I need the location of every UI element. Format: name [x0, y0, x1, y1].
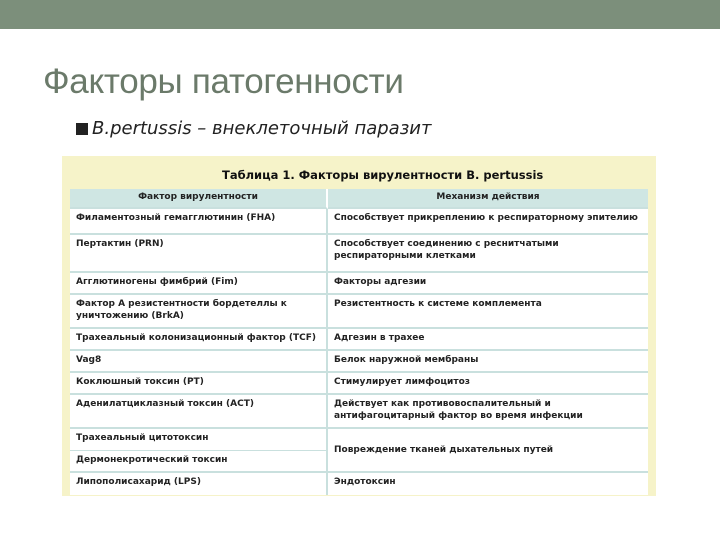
mechanism-cell: Эндотоксин: [328, 473, 648, 495]
factor-cell: Дермонекротический токсин: [70, 451, 328, 473]
factor-cell: Агглютиногены фимбрий (Fim): [70, 273, 328, 295]
mechanism-cell: Факторы адгезии: [328, 273, 648, 295]
table-row: [70, 373, 648, 395]
table-row: [70, 395, 648, 429]
slide-title: Факторы патогенности: [43, 62, 404, 101]
factor-cell: Коклюшный токсин (PT): [70, 373, 328, 395]
square-bullet-icon: [76, 123, 88, 135]
factor-cell: Липополисахарид (LPS): [70, 473, 328, 495]
factor-cell: Пертактин (PRN): [70, 235, 328, 273]
bullet-text: B.pertussis – внеклеточный паразит: [92, 118, 432, 139]
top-decor-bar: [0, 0, 720, 29]
header-factor: Фактор вирулентности: [70, 189, 328, 209]
factor-cell: Филаментозный гемагглютинин (FHA): [70, 209, 328, 235]
table-row: [70, 351, 648, 373]
factor-cell: Трахеальный колонизационный фактор (TCF): [70, 329, 328, 351]
table-row: [70, 235, 648, 273]
table-row: [70, 329, 648, 351]
table-row: [70, 295, 648, 329]
factor-cell: Фактор А резистентности бордетеллы к уничтожению (BrkA): [70, 295, 328, 329]
mechanism-cell: Стимулирует лимфоцитоз: [328, 373, 648, 395]
table-row: [70, 429, 648, 451]
table-row: [70, 273, 648, 295]
mechanism-cell: Адгезин в трахее: [328, 329, 648, 351]
mechanism-cell: Резистентность к системе комплемента: [328, 295, 648, 329]
mechanism-cell: Способствует соединению с реснитчатыми респираторными клетками: [328, 235, 648, 273]
table-row: [70, 473, 648, 495]
bullet-item: [76, 118, 431, 139]
virulence-factors-table: [70, 189, 648, 495]
mechanism-cell: Действует как противовоспалительный и антифагоцитарный фактор во время инфекции: [328, 395, 648, 429]
virulence-table-panel: [62, 156, 656, 496]
factor-cell: Vag8: [70, 351, 328, 373]
factor-cell: Трахеальный цитотоксин: [70, 429, 328, 451]
mechanism-cell-merged: Повреждение тканей дыхательных путей: [328, 429, 648, 473]
table-caption: Таблица 1. Факторы вирулентности B. pertussis: [222, 168, 544, 182]
header-mechanism: Механизм действия: [328, 189, 648, 209]
mechanism-cell: Способствует прикреплению к респираторному эпителию: [328, 209, 648, 235]
table-header-row: [70, 189, 648, 209]
table-row: [70, 209, 648, 235]
mechanism-cell: Белок наружной мембраны: [328, 351, 648, 373]
factor-cell: Аденилатциклазный токсин (ACT): [70, 395, 328, 429]
